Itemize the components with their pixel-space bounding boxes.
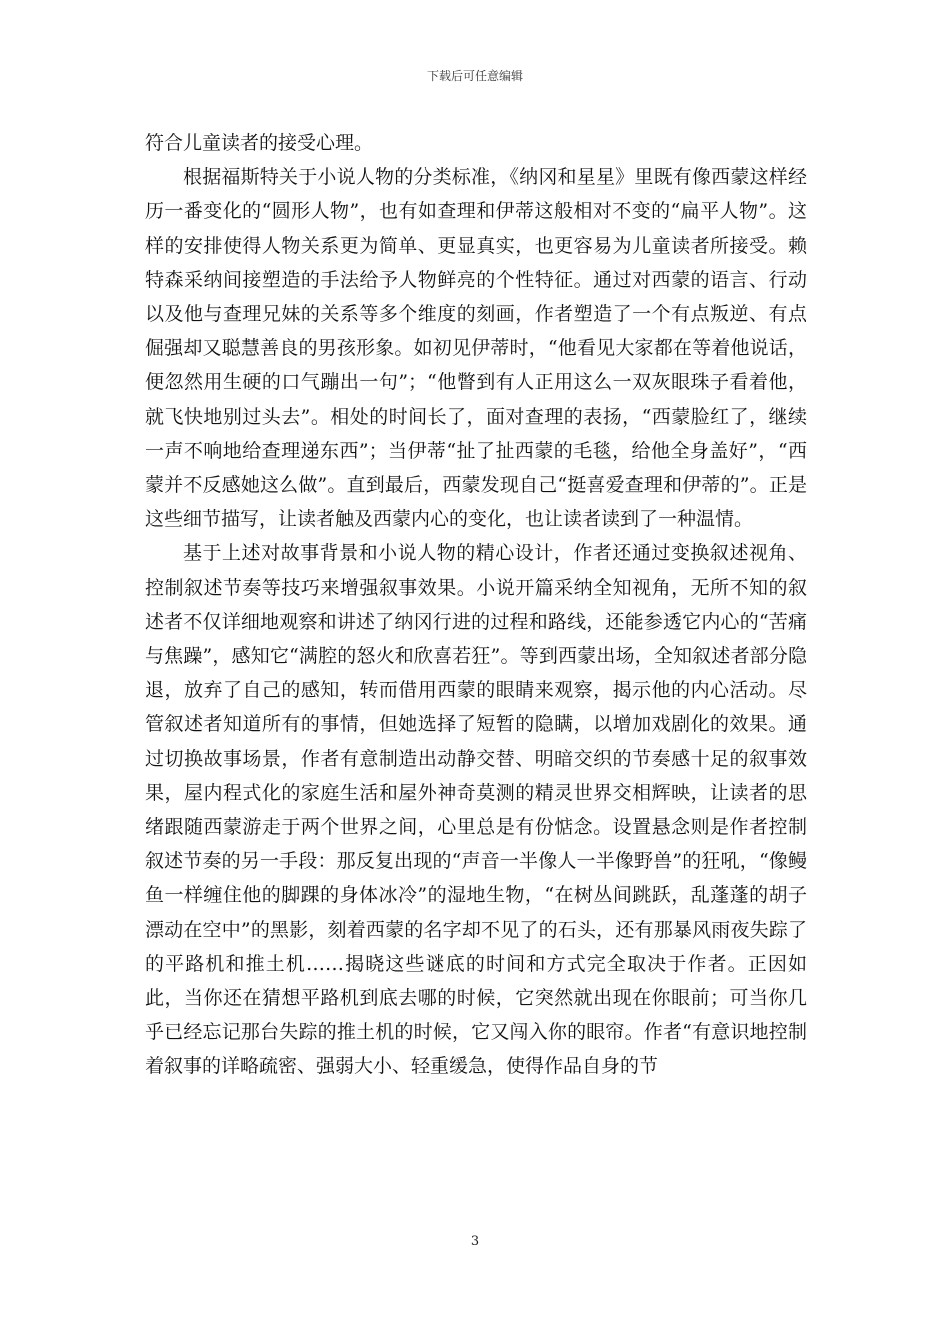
document-body bbox=[145, 126, 807, 1084]
page-number: 3 bbox=[470, 1234, 480, 1249]
paragraph: 基于上述对故事背景和小说人物的精心设计，作者还通过变换叙述视角、控制叙述节奏等技巧来增强叙事效果。小说开篇采纳全知视角，无所不知的叙述者不仅详细地观察和讲述了纳冈行进的过程和路线，还能参透它内心的“苦痛与焦躁”，感知它“满腔的怒火和欣喜若狂”。等到西蒙出场，全知叙述者部分隐退，放弃了自己的感知，转而借用西蒙的眼睛来观察，揭示他的内心活动。尽管叙述者知道所有的事情，但她选择了短暂的隐瞒，以增加戏剧化的效果。通过切换故事场景，作者有意制造出动静交替、明暗交织的节奏感十足的叙事效果，屋内程式化的家庭生活和屋外神奇莫测的精灵世界交相辉映，让读者的思绪跟随西蒙游走于两个世界之间，心里总是有份惦念。设置悬念则是作者控制叙述节奏的另一手段：那反复出现的“声音一半像人一半像野兽”的狂吼，“像鳗鱼一样缠住他的脚踝的身体冰冷”的湿地生物，“在树丛间跳跃，乱蓬蓬的胡子漂动在空中”的黑影，刻着西蒙的名字却不见了的石头，还有那暴风雨夜失踪了的平路机和推土机……揭晓这些谜底的时间和方式完全取决于作者。正因如此，当你还在猜想平路机到底去哪的时候，它突然就出现在你眼前；可当你几乎已经忘记那台失踪的推土机的时候，它又闯入你的眼帘。作者“有意识地控制着叙事的详略疏密、强弱大小、轻重缓急，使得作品自身的节 bbox=[145, 542, 807, 1078]
paragraph-continuation: 符合儿童读者的接受心理。 bbox=[145, 132, 374, 154]
page-header: 下载后可任意编辑 bbox=[426, 69, 523, 83]
paragraph: 根据福斯特关于小说人物的分类标准，《纳冈和星星》里既有像西蒙这样经历一番变化的“圆形人物”，也有如查理和伊蒂这般相对不变的“扁平人物”。这样的安排使得人物关系更为简单、更显真实，也更容易为儿童读者所接受。赖特森采纳间接塑造的手法给予人物鲜亮的个性特征。通过对西蒙的语言、行动以及他与查理兄妹的关系等多个维度的刻画，作者塑造了一个有点叛逆、有点倔强却又聪慧善良的男孩形象。如初见伊蒂时，“他看见大家都在等着他说话，便忽然用生硬的口气蹦出一句”；“他瞥到有人正用这么一双灰眼珠子看着他，就飞快地别过头去”。相处的时间长了，面对查理的表扬，“西蒙脸红了，继续一声不响地给查理递东西”；当伊蒂“扯了扯西蒙的毛毯，给他全身盖好”，“西蒙并不反感她这么做”。直到最后，西蒙发现自己“挺喜爱查理和伊蒂的”。正是这些细节描写，让读者触及西蒙内心的变化，也让读者读到了一种温情。 bbox=[145, 166, 807, 531]
